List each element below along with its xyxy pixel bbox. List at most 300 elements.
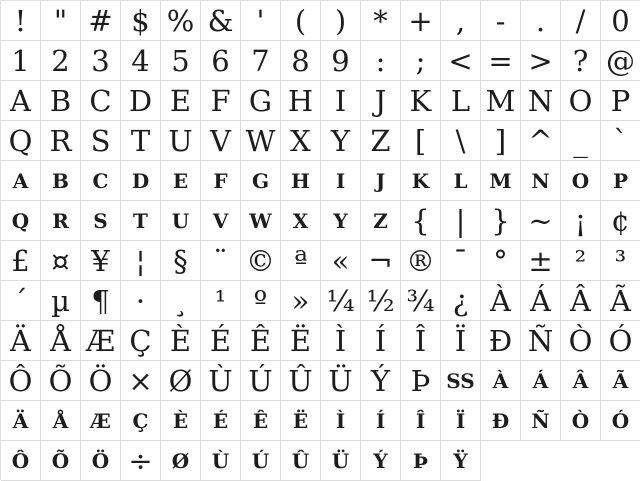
- glyph-cell: [561, 281, 601, 321]
- glyph-cell: [201, 321, 241, 361]
- glyph: E: [172, 169, 189, 193]
- glyph: J: [374, 84, 387, 118]
- glyph-cell: [201, 1, 241, 41]
- glyph-cell: [161, 201, 201, 241]
- glyph-cell: [481, 321, 521, 361]
- glyph-cell: [401, 121, 441, 161]
- glyph: C: [89, 84, 112, 118]
- glyph-cell: [161, 41, 201, 81]
- glyph-cell: [401, 401, 441, 441]
- glyph: C: [92, 169, 109, 193]
- glyph-cell: [321, 161, 361, 201]
- glyph-cell: [601, 401, 640, 441]
- glyph: R: [49, 124, 72, 158]
- glyph: K: [411, 169, 430, 193]
- glyph: E: [169, 84, 192, 118]
- glyph-cell: [481, 201, 521, 241]
- glyph: Å: [50, 324, 71, 358]
- glyph-cell: [241, 441, 281, 481]
- glyph: 4: [131, 44, 150, 78]
- glyph: »: [291, 284, 310, 318]
- glyph-cell: [281, 361, 321, 401]
- glyph-cell: [161, 401, 201, 441]
- glyph: ¢: [611, 204, 630, 238]
- glyph: Ï: [455, 409, 466, 433]
- glyph-cell: [401, 241, 441, 281]
- glyph-cell: [481, 241, 521, 281]
- glyph: Ä: [10, 324, 31, 358]
- glyph-cell: [81, 81, 121, 121]
- glyph: ÷: [128, 444, 153, 478]
- glyph-cell: [201, 401, 241, 441]
- glyph: Ó: [611, 409, 630, 433]
- glyph-cell: [81, 201, 121, 241]
- glyph: Ò: [568, 324, 593, 358]
- glyph: ²: [574, 244, 587, 278]
- glyph: S: [93, 209, 108, 233]
- glyph: Ð: [491, 409, 510, 433]
- glyph-cell: [441, 41, 481, 81]
- glyph: /: [575, 4, 586, 38]
- glyph-cell: [241, 361, 281, 401]
- glyph: ½: [366, 284, 395, 318]
- glyph: $: [131, 4, 150, 38]
- glyph-cell: [241, 1, 281, 41]
- glyph-cell: [41, 361, 81, 401]
- glyph: Ò: [571, 409, 590, 433]
- glyph: À: [490, 284, 511, 318]
- glyph: É: [209, 324, 232, 358]
- glyph: 0: [611, 4, 630, 38]
- glyph: B: [49, 84, 72, 118]
- glyph: Ë: [289, 324, 312, 358]
- glyph-cell: [481, 1, 521, 41]
- glyph-cell: [401, 201, 441, 241]
- glyph: º: [253, 284, 268, 318]
- glyph: ×: [128, 364, 153, 398]
- glyph: Û: [291, 449, 310, 473]
- glyph: Ô: [11, 449, 30, 473]
- glyph: ¦: [135, 244, 146, 278]
- glyph-cell: [1, 401, 41, 441]
- glyph: *: [373, 4, 388, 38]
- glyph-cell: [121, 441, 161, 481]
- glyph: Ì: [334, 324, 347, 358]
- glyph-cell: [81, 41, 121, 81]
- glyph: §: [173, 244, 188, 278]
- glyph: Ì: [335, 409, 346, 433]
- glyph: N: [531, 169, 550, 193]
- glyph: Ü: [328, 364, 353, 398]
- glyph-cell: [161, 161, 201, 201]
- glyph-cell: [401, 361, 441, 401]
- glyph-cell: [441, 201, 481, 241]
- glyph-cell: [441, 401, 481, 441]
- glyph-cell: [441, 1, 481, 41]
- glyph-cell: [121, 281, 161, 321]
- glyph-cell: [1, 41, 41, 81]
- glyph-cell: [81, 161, 121, 201]
- glyph-cell: [1, 281, 41, 321]
- glyph: ¿: [452, 284, 469, 318]
- glyph: Ñ: [531, 409, 550, 433]
- glyph-cell: [241, 161, 281, 201]
- glyph-cell: [361, 41, 401, 81]
- glyph: `: [613, 124, 628, 158]
- glyph-cell: [1, 161, 41, 201]
- glyph: Ê: [249, 324, 272, 358]
- glyph: Ý: [373, 449, 388, 473]
- glyph: P: [612, 169, 629, 193]
- glyph-cell: [41, 241, 81, 281]
- glyph: À: [492, 369, 509, 393]
- glyph-cell: [521, 201, 561, 241]
- glyph-cell: [201, 241, 241, 281]
- glyph: Q: [11, 209, 30, 233]
- glyph: ?: [572, 44, 589, 78]
- glyph: £: [11, 244, 30, 278]
- glyph: 5: [171, 44, 190, 78]
- glyph-cell: [601, 361, 640, 401]
- glyph: J: [375, 169, 386, 193]
- glyph: Ú: [248, 364, 273, 398]
- glyph-cell: [601, 201, 640, 241]
- glyph-cell: [161, 441, 201, 481]
- glyph-cell: [401, 441, 441, 481]
- glyph: ´: [13, 284, 28, 318]
- glyph-cell: [481, 281, 521, 321]
- glyph: Ë: [292, 409, 309, 433]
- glyph-cell: [361, 81, 401, 121]
- glyph: Q: [8, 124, 33, 158]
- glyph-cell: [521, 161, 561, 201]
- glyph: A: [10, 84, 31, 118]
- glyph-cell: [241, 281, 281, 321]
- glyph-cell: [201, 81, 241, 121]
- glyph: ±: [528, 244, 553, 278]
- glyph-cell: [201, 201, 241, 241]
- glyph-cell: [441, 321, 481, 361]
- glyph-cell: [281, 241, 321, 281]
- glyph-cell: [1, 1, 41, 41]
- glyph-cell: [321, 321, 361, 361]
- glyph-cell: [1, 201, 41, 241]
- glyph-cell: [481, 121, 521, 161]
- glyph: 2: [51, 44, 70, 78]
- glyph-cell: [241, 201, 281, 241]
- glyph: 9: [331, 44, 350, 78]
- glyph-cell: [281, 281, 321, 321]
- glyph-cell: [401, 321, 441, 361]
- glyph: ': [256, 4, 265, 38]
- glyph: Ù: [208, 364, 233, 398]
- glyph-cell: [561, 121, 601, 161]
- glyph-cell: [521, 361, 561, 401]
- glyph: L: [453, 169, 468, 193]
- glyph: Õ: [48, 364, 73, 398]
- glyph-cell: [521, 81, 561, 121]
- glyph-cell: [441, 241, 481, 281]
- glyph-cell: [321, 361, 361, 401]
- glyph: ³: [614, 244, 627, 278]
- glyph: +: [408, 4, 433, 38]
- glyph: I: [335, 169, 346, 193]
- glyph-cell: [561, 401, 601, 441]
- glyph: Ù: [211, 449, 230, 473]
- glyph: Ÿ: [453, 449, 468, 473]
- glyph: Í: [375, 409, 386, 433]
- glyph-cell: [201, 361, 241, 401]
- glyph-cell: [521, 321, 561, 361]
- glyph: ¤: [51, 244, 70, 278]
- glyph-cell: [321, 441, 361, 481]
- glyph-cell: [401, 161, 441, 201]
- glyph-cell: [401, 41, 441, 81]
- glyph: S: [90, 124, 111, 158]
- glyph: Þ: [410, 364, 431, 398]
- glyph: Õ: [51, 449, 70, 473]
- glyph: µ: [51, 284, 70, 318]
- glyph-cell: [401, 281, 441, 321]
- glyph: °: [493, 244, 508, 278]
- glyph-cell: [401, 81, 441, 121]
- glyph-cell: [561, 361, 601, 401]
- glyph-cell: [201, 41, 241, 81]
- glyph: ]: [494, 124, 507, 158]
- glyph-cell: [41, 281, 81, 321]
- glyph-cell: [601, 161, 640, 201]
- glyph: %: [166, 4, 195, 38]
- glyph: O: [571, 169, 590, 193]
- glyph: Î: [415, 409, 426, 433]
- glyph: >: [528, 44, 553, 78]
- glyph-cell: [241, 121, 281, 161]
- glyph: Ö: [91, 449, 110, 473]
- glyph-cell: [361, 361, 401, 401]
- glyph: T: [130, 124, 151, 158]
- glyph-cell: [281, 1, 321, 41]
- glyph: 1: [11, 44, 30, 78]
- glyph: ;: [415, 44, 426, 78]
- glyph: Ý: [370, 364, 391, 398]
- glyph: Ó: [608, 324, 633, 358]
- glyph-cell: [521, 121, 561, 161]
- glyph-cell: [281, 441, 321, 481]
- glyph: H: [291, 169, 310, 193]
- glyph: Ç: [129, 324, 152, 358]
- glyph-cell: [241, 41, 281, 81]
- glyph: W: [249, 209, 272, 233]
- glyph-cell: [81, 361, 121, 401]
- glyph: <: [448, 44, 473, 78]
- glyph: Ç: [132, 409, 149, 433]
- glyph-cell: [161, 121, 201, 161]
- glyph: ,: [455, 4, 466, 38]
- glyph-cell: [361, 321, 401, 361]
- glyph: Í: [374, 324, 387, 358]
- glyph-cell: [601, 1, 640, 41]
- glyph: G: [251, 169, 270, 193]
- glyph-cell: [361, 401, 401, 441]
- glyph-cell: [161, 281, 201, 321]
- glyph-cell: [481, 161, 521, 201]
- glyph: Ö: [88, 364, 113, 398]
- glyph: I: [334, 84, 347, 118]
- glyph: =: [488, 44, 513, 78]
- glyph-cell: [321, 401, 361, 441]
- glyph-cell: [361, 161, 401, 201]
- glyph-cell: [241, 321, 281, 361]
- glyph: Â: [570, 284, 591, 318]
- glyph: ¹: [214, 284, 227, 318]
- glyph-cell: [121, 41, 161, 81]
- glyph: T: [133, 209, 148, 233]
- glyph-cell: [481, 41, 521, 81]
- glyph: Ã: [610, 284, 631, 318]
- glyph-cell: [41, 161, 81, 201]
- glyph-cell: [81, 401, 121, 441]
- glyph: ¼: [326, 284, 355, 318]
- glyph-cell: [601, 121, 640, 161]
- glyph-cell: [81, 441, 121, 481]
- glyph: ": [53, 4, 68, 38]
- glyph: É: [212, 409, 229, 433]
- glyph-cell: [201, 161, 241, 201]
- glyph-cell: [561, 321, 601, 361]
- glyph-cell: [521, 41, 561, 81]
- glyph: B: [52, 169, 69, 193]
- glyph: Ø: [168, 364, 193, 398]
- glyph: ): [334, 4, 347, 38]
- glyph-cell: [521, 241, 561, 281]
- glyph-cell: [161, 321, 201, 361]
- glyph: P: [610, 84, 631, 118]
- glyph: Ñ: [527, 324, 554, 358]
- glyph-cell: [321, 41, 361, 81]
- glyph: Y: [330, 124, 351, 158]
- glyph: Á: [532, 369, 549, 393]
- glyph-cell: [121, 361, 161, 401]
- glyph-cell: [321, 201, 361, 241]
- glyph-cell: [521, 1, 561, 41]
- glyph-cell: [121, 81, 161, 121]
- glyph-cell: [321, 1, 361, 41]
- glyph: O: [568, 84, 593, 118]
- glyph-cell: [81, 321, 121, 361]
- glyph-cell: [561, 241, 601, 281]
- glyph: A: [12, 169, 29, 193]
- glyph-cell: [481, 81, 521, 121]
- glyph-cell: [361, 241, 401, 281]
- glyph: M: [485, 84, 516, 118]
- glyph: {: [411, 204, 430, 238]
- glyph-cell: [41, 41, 81, 81]
- glyph-cell: [41, 321, 81, 361]
- glyph: ~: [528, 204, 553, 238]
- glyph-cell: [121, 121, 161, 161]
- glyph: !: [14, 4, 27, 38]
- glyph-cell: [601, 321, 640, 361]
- glyph-cell: [521, 401, 561, 441]
- glyph: Ã: [612, 369, 629, 393]
- glyph: ¬: [368, 244, 393, 278]
- glyph-cell: [321, 241, 361, 281]
- glyph-cell: [281, 161, 321, 201]
- glyph: R: [52, 209, 69, 233]
- glyph: :: [375, 44, 386, 78]
- glyph: Å: [52, 409, 69, 433]
- glyph: Â: [572, 369, 589, 393]
- glyph-cell: [161, 241, 201, 281]
- glyph-cell: [81, 121, 121, 161]
- glyph-cell: [161, 1, 201, 41]
- glyph: Á: [530, 284, 551, 318]
- glyph: }: [491, 204, 510, 238]
- glyph: Y: [333, 209, 348, 233]
- glyph: #: [88, 4, 113, 38]
- glyph-cell: [1, 121, 41, 161]
- glyph-cell: [601, 281, 640, 321]
- glyph-cell: [81, 1, 121, 41]
- glyph-cell: [401, 1, 441, 41]
- glyph: G: [248, 84, 273, 118]
- glyph-cell: [281, 201, 321, 241]
- glyph: .: [535, 4, 546, 38]
- glyph-cell: [201, 121, 241, 161]
- glyph: Þ: [412, 449, 429, 473]
- glyph: «: [331, 244, 350, 278]
- glyph-cell: [281, 321, 321, 361]
- glyph-cell: [361, 121, 401, 161]
- glyph: |: [455, 204, 466, 238]
- glyph-cell: [561, 41, 601, 81]
- glyph: Î: [414, 324, 427, 358]
- glyph: Ú: [251, 449, 270, 473]
- glyph: ®: [406, 244, 435, 278]
- glyph-cell: [121, 241, 161, 281]
- glyph: SS: [446, 369, 475, 393]
- glyph: 8: [291, 44, 310, 78]
- glyph-cell: [561, 201, 601, 241]
- glyph-cell: [441, 441, 481, 481]
- glyph-cell: [601, 41, 640, 81]
- glyph-cell: [561, 81, 601, 121]
- glyph: Ð: [488, 324, 513, 358]
- glyph: M: [489, 169, 512, 193]
- glyph-cell: [1, 441, 41, 481]
- glyph: Ø: [171, 449, 190, 473]
- glyph: -: [495, 4, 506, 38]
- glyph-cell: [321, 121, 361, 161]
- glyph: ª: [293, 244, 308, 278]
- glyph: X: [292, 209, 309, 233]
- glyph: V: [212, 209, 229, 233]
- glyph: 7: [251, 44, 270, 78]
- glyph: È: [169, 324, 192, 358]
- glyph: ©: [246, 244, 275, 278]
- glyph-cell: [441, 161, 481, 201]
- glyph: [: [414, 124, 427, 158]
- glyph: Ô: [8, 364, 33, 398]
- glyph: X: [290, 124, 311, 158]
- glyph-cell: [121, 1, 161, 41]
- glyph: H: [287, 84, 314, 118]
- glyph: Ê: [252, 409, 269, 433]
- glyph-cell: [361, 281, 401, 321]
- glyph-cell: [561, 161, 601, 201]
- glyph: 3: [91, 44, 110, 78]
- glyph: &: [207, 4, 234, 38]
